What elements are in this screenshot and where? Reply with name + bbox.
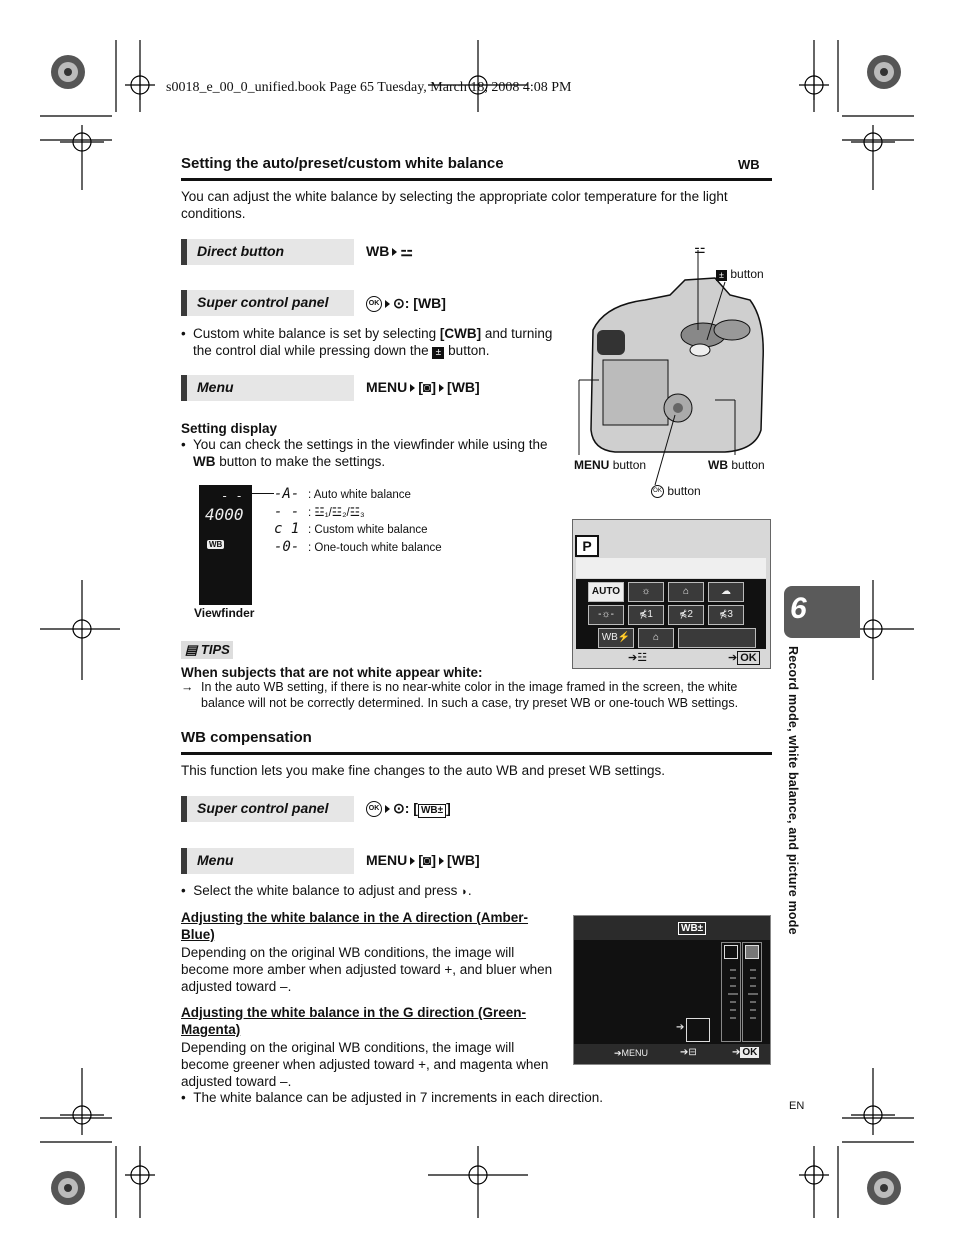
panel1-footer-ok: ➔ OK (728, 651, 760, 664)
slider-ticks-icon (724, 966, 760, 1038)
wb-option-custom[interactable] (678, 628, 756, 648)
ok-icon: OK (366, 801, 382, 817)
viewfinder-display (199, 485, 252, 605)
wb-option-fluorescent-3[interactable]: ⋠3 (708, 605, 744, 625)
viewfinder-wb-badge: WB (209, 540, 223, 549)
arrow-right-icon (385, 300, 390, 308)
exposure-button-label: ± button (716, 267, 764, 281)
wb-selection-screen (572, 519, 771, 669)
wb-comp-screen-badge: WB± (678, 922, 706, 935)
camera-menu-icon: ◙ (422, 852, 432, 868)
viewfinder-caption: Viewfinder (194, 606, 255, 620)
wb-option-sunny[interactable]: ☼ (628, 582, 664, 602)
setting-display-heading: Setting display (181, 421, 278, 436)
section2-scp-box (181, 796, 354, 822)
section-intro: You can adjust the white balance by selecting the appropriate color temperature for the light conditions. (181, 189, 728, 221)
chapter-tab[interactable] (784, 586, 860, 638)
wb-compensation-icon: ⚍ (400, 243, 413, 259)
bullet-custom-wb: • Custom white balance is set by selecting [CWB] and turning the control dial while pressing down the ± button. (181, 326, 553, 358)
preview-box (686, 1018, 710, 1042)
super-control-panel-box (181, 290, 354, 316)
file-header: s0018_e_00_0_unified.book Page 65 Tuesday, March 18, 2008 4:08 PM (166, 80, 572, 95)
footer-menu: ➔MENU (614, 1048, 649, 1058)
viewfinder-value: 4000 (205, 505, 244, 524)
section-rule (181, 178, 772, 181)
wb-comp-badge: WB± (418, 804, 446, 818)
sub-a-text: Depending on the original WB conditions, the image will become more amber when adjusted toward +, and bluer when adjusted toward –. (181, 945, 553, 994)
section-title: Setting the auto/preset/custom white balance (181, 155, 504, 172)
arrow-right-icon (410, 384, 415, 392)
wb-button-label: WB button (708, 458, 765, 472)
ok-button-label: OK button (651, 484, 701, 498)
bullet-increments: • The white balance can be adjusted in 7 increments in each direction. (181, 1090, 603, 1105)
mode-indicator: P (575, 535, 599, 557)
legend-item: - - : ☳₁/☳₂/☳₃ (274, 503, 365, 520)
section2-title: WB compensation (181, 729, 312, 746)
screen-title-bar (574, 916, 770, 940)
viewfinder-pointer (252, 493, 274, 494)
chapter-title-vertical: Record mode, white balance, and picture mode (786, 646, 800, 935)
wb-comp-top-icon: ⚍ (694, 241, 706, 256)
section2-rule (181, 752, 772, 755)
section2-scp-label: Super control panel (197, 800, 329, 816)
section2-intro: This function lets you make fine changes to the auto WB and preset WB settings. (181, 763, 666, 778)
wb-option-shade[interactable]: ⌂ (668, 582, 704, 602)
bullet-select-wb: • Select the white balance to adjust and press ◗. (181, 883, 472, 898)
panel-blank-bar (576, 558, 766, 578)
bullet-viewfinder: • You can check the settings in the viewfinder while using the WB button to make the settings. (181, 437, 548, 469)
menu-value: MENU [◙] [WB] (366, 379, 480, 395)
footer-switch: ➔⊟ (680, 1047, 697, 1058)
legend-item: -A- : Auto white balance (274, 486, 411, 502)
direct-button-label: Direct button (197, 243, 285, 259)
arrow-right-icon (392, 248, 397, 256)
screen-footer (574, 1044, 770, 1064)
tips-text: → In the auto WB setting, if there is no near-white color in the image framed in the screen, the white balance will not be correctly determined. In such a case, try preset WB or one-touch WB settings. (181, 680, 739, 710)
section2-scp-value: OK ⊙: [ WB± ] (366, 800, 451, 818)
language-code: EN (789, 1100, 805, 1112)
section2-menu-box (181, 848, 354, 874)
direct-button-box (181, 239, 354, 265)
viewfinder-dashes: - - (221, 489, 243, 503)
wb-option-flash[interactable]: WB⚡ (598, 628, 634, 648)
exposure-compensation-icon: ± (432, 347, 444, 359)
arrow-right-icon (385, 805, 390, 813)
tips-heading: When subjects that are not white appear white: (181, 665, 483, 680)
section2-menu-value: MENU [◙] [WB] (366, 852, 480, 868)
super-control-panel-label: Super control panel (197, 294, 329, 310)
wb-option-cloudy[interactable]: ☁ (708, 582, 744, 602)
legend-item: -0- : One-touch white balance (274, 538, 442, 555)
menu-label: Menu (197, 379, 234, 395)
tips-icon: ▤ (185, 642, 198, 657)
wb-option-fluorescent-2[interactable]: ⋠2 (668, 605, 704, 625)
preview-arrow-icon: ➔ (676, 1022, 685, 1033)
arrow-right-icon (410, 857, 415, 865)
chapter-number: 6 (790, 592, 807, 625)
super-control-panel-value: OK ⊙: [WB] (366, 295, 446, 312)
arrow-pad-icon: ⊙ (393, 295, 405, 311)
menu-button-label: MENU button (574, 458, 647, 472)
arrow-right-icon (439, 384, 444, 392)
viewfinder-legend (274, 486, 442, 556)
section-tag: WB (738, 157, 760, 172)
wb-options-grid (576, 579, 766, 649)
tips-badge: ▤ TIPS (181, 641, 233, 659)
panel1-footer-left: ➔☳ (628, 652, 648, 664)
sub-g-title: Adjusting the white balance in the G direction (Green-Magenta) (181, 1005, 527, 1037)
menu-box (181, 375, 354, 401)
arrow-right-icon (439, 857, 444, 865)
footer-ok: ➔ OK (732, 1047, 758, 1058)
section2-menu-label: Menu (197, 852, 234, 868)
sub-g-text: Depending on the original WB conditions, the image will become greener when adjusted toward +, and magenta when adjusted toward –. (181, 1040, 549, 1089)
wb-option-fluorescent-1[interactable]: ⋠1 (628, 605, 664, 625)
ok-icon: OK (366, 296, 382, 312)
camera-menu-icon: ◙ (422, 379, 432, 395)
sub-a-title: Adjusting the white balance in the A direction (Amber-Blue) (181, 910, 529, 942)
wb-option-tungsten[interactable]: -☼- (588, 605, 624, 625)
wb-option-one-touch[interactable]: ⌂ (638, 628, 674, 648)
arrow-pad-right-icon: ◗ (461, 886, 468, 898)
direct-button-value: WB ⚍ (366, 243, 413, 259)
wb-compensation-screen (573, 915, 771, 1065)
wb-option-auto[interactable]: AUTO (588, 582, 624, 602)
legend-item: c 1 : Custom white balance (274, 521, 428, 537)
arrow-pad-icon: ⊙ (393, 800, 405, 816)
